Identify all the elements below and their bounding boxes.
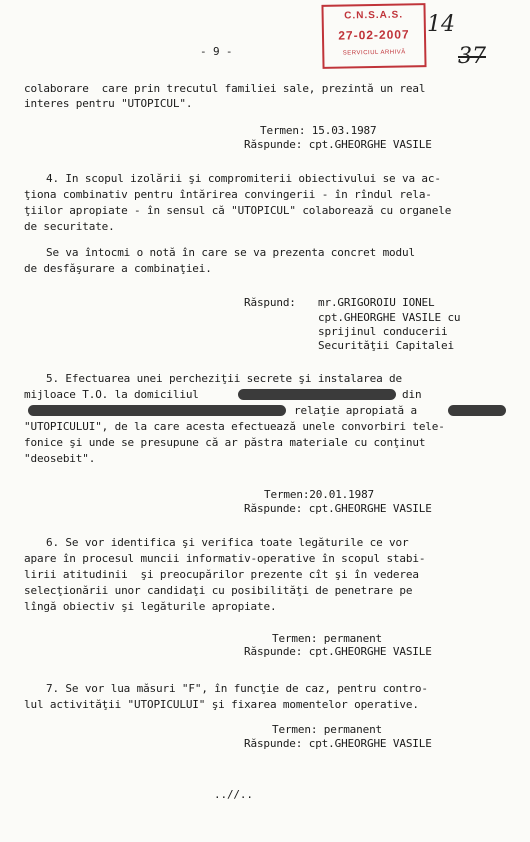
text-line: interes pentru "UTOPICUL". <box>24 97 193 110</box>
deadline-line: Termen: permanent <box>272 723 383 736</box>
responsible-line: Răspunde: cpt.GHEORGHE VASILE <box>244 502 432 515</box>
item-7-line: 7. Se vor lua măsuri "F", în funcţie de caz, pentru contro- <box>46 682 428 695</box>
redaction-bar <box>448 405 506 416</box>
item-4-line: 4. In scopul izolării şi compromiterii obiectivului se va ac- <box>46 172 441 185</box>
item-4-line: de securitate. <box>24 220 115 233</box>
continuation-mark: ..//.. <box>214 788 253 801</box>
responsible-label: Răspund: <box>244 296 296 309</box>
item-4-line: Se va întocmi o notă în care se va prezenta concret modul <box>46 246 415 259</box>
responsible-note: Securităţii Capitalei <box>318 339 454 352</box>
item-5-line: "UTOPICULUI", de la care acesta efectuează unele convorbiri tele- <box>24 420 445 433</box>
responsible-name: mr.GRIGOROIU IONEL <box>318 296 435 309</box>
stamp-date: 27-02-2007 <box>338 27 410 43</box>
item-5-line: "deosebit". <box>24 452 96 465</box>
item-5-line: relaţie apropiată a <box>294 404 417 417</box>
deadline-line: Termen:20.01.1987 <box>264 488 375 501</box>
item-5-line: 5. Efectuarea unei percheziţii secrete şi instalarea de <box>46 372 402 385</box>
item-4-line: de desfăşurare a combinaţiei. <box>24 262 212 275</box>
item-6-line: lirii atitudinii şi preocupărilor prezente cît şi în vederea <box>24 568 419 581</box>
item-7-line: lul activităţii "UTOPICULUI" şi fixarea momentelor operative. <box>24 698 419 711</box>
archive-stamp <box>321 3 426 69</box>
redaction-bar <box>28 405 286 416</box>
text-line: colaborare care prin trecutul familiei sale, prezintă un real <box>24 82 426 95</box>
item-5-line: fonice şi unde se presupune că ar păstra materiale cu conţinut <box>24 436 426 449</box>
item-6-line: lîngă obiectiv şi legăturile apropiate. <box>24 600 277 613</box>
stamp-department: SERVICIUL ARHIVĂ <box>342 49 406 57</box>
item-6-line: selecţionării unor candidaţi cu posibilităţi de penetrare pe <box>24 584 413 597</box>
responsible-line: Răspunde: cpt.GHEORGHE VASILE <box>244 737 432 750</box>
deadline-line: Termen: permanent <box>272 632 383 645</box>
item-6-line: 6. Se vor identifica şi verifica toate legăturile ce vor <box>46 536 409 549</box>
stamp-institution: C.N.S.A.S. <box>344 9 404 22</box>
responsible-line: Răspunde: cpt.GHEORGHE VASILE <box>244 138 432 151</box>
handwritten-old-page-number: 37 <box>458 44 486 69</box>
item-4-line: ţiilor apropiate - în sensul că "UTOPICUL" colaborează cu organele <box>24 204 452 217</box>
responsible-note: sprijinul conducerii <box>318 325 448 338</box>
page-number: - 9 - <box>200 45 233 58</box>
item-4-line: ţiona combinativ pentru întărirea convingerii - în rîndul rela- <box>24 188 432 201</box>
item-5-line: mijloace T.O. la domiciliul <box>24 388 199 401</box>
deadline-line: Termen: 15.03.1987 <box>260 124 377 137</box>
redaction-bar <box>238 389 396 400</box>
responsible-name: cpt.GHEORGHE VASILE cu <box>318 311 461 324</box>
item-5-line: din <box>402 388 422 401</box>
responsible-line: Răspunde: cpt.GHEORGHE VASILE <box>244 645 432 658</box>
handwritten-page-number: 14 <box>427 12 455 37</box>
item-6-line: apare în procesul muncii informativ-operative în scopul stabi- <box>24 552 426 565</box>
